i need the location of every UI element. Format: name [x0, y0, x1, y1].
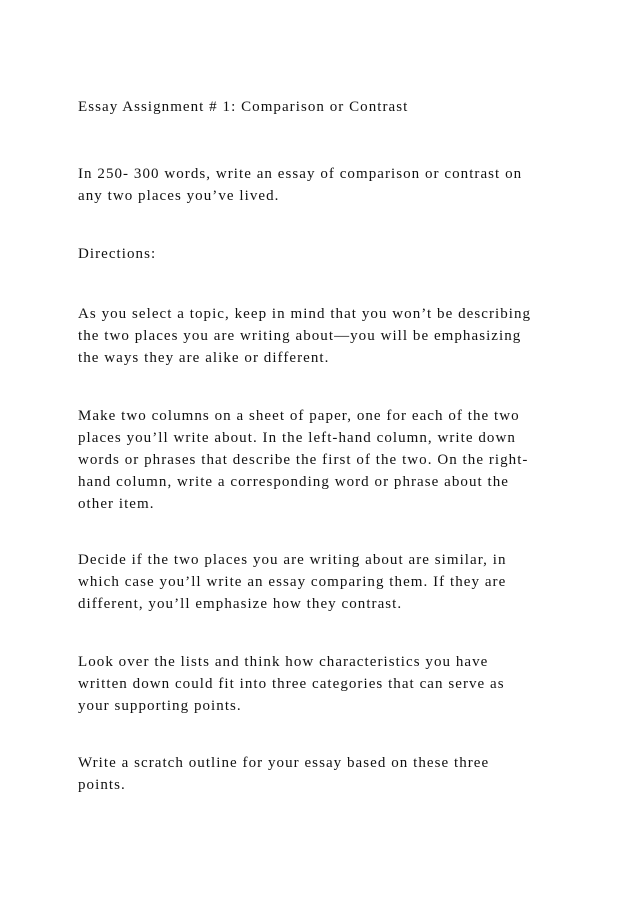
direction-paragraph-4: Look over the lists and think how characteristics you have written down could fit into three categories that can serve as your supporting points.: [78, 654, 505, 714]
direction-paragraph-2: Make two columns on a sheet of paper, one for each of the two places you’ll write about. In the left-hand column, write down words or phrases that describe the first of the two. On the right- hand column, write a corresponding word or phrase about the other item.: [78, 408, 529, 512]
direction-paragraph-5: Write a scratch outline for your essay based on these three points.: [78, 755, 490, 793]
assignment-title: Essay Assignment # 1: Comparison or Contrast: [78, 99, 409, 115]
direction-paragraph-3: Decide if the two places you are writing about are similar, in which case you’ll write an essay comparing them. If they are different, you’ll emphasize how they contrast.: [78, 552, 507, 612]
directions-heading: Directions:: [78, 246, 157, 262]
direction-paragraph-1: As you select a topic, keep in mind that you won’t be describing the two places you are writing about—you will be emphasizing the ways they are alike or different.: [78, 306, 532, 366]
assignment-intro: In 250- 300 words, write an essay of comparison or contrast on any two places you’ve lived.: [78, 166, 523, 204]
